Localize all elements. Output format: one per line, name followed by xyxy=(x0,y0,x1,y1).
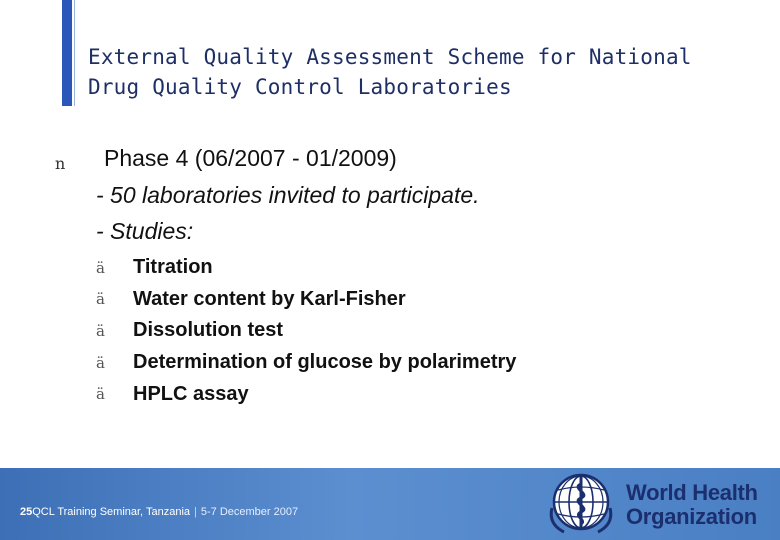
who-emblem-icon xyxy=(546,472,616,536)
sub-bullet-marker: ä xyxy=(96,290,105,309)
bullet-marker: n xyxy=(55,154,66,173)
study-label: Dissolution test xyxy=(133,319,284,342)
who-wordmark-line-1: World Health xyxy=(626,480,758,505)
sub-bullet-marker: ä xyxy=(96,258,105,277)
list-item xyxy=(96,347,516,379)
list-item xyxy=(96,378,516,410)
slide-title-line-2: Drug Quality Control Laboratories xyxy=(88,75,512,99)
studies-list xyxy=(96,252,516,410)
who-wordmark-line-2: Organization xyxy=(626,504,757,529)
seminar-dates: 5-7 December 2007 xyxy=(200,506,299,518)
accent-line xyxy=(74,0,75,106)
slide-title-line-1: External Quality Assessment Scheme for National xyxy=(88,45,692,69)
sub-bullet-marker: ä xyxy=(96,385,105,404)
list-item xyxy=(96,252,516,284)
sub-bullet-marker: ä xyxy=(96,353,105,372)
who-wordmark xyxy=(626,481,758,529)
study-label: HPLC assay xyxy=(133,382,249,405)
footer-caption xyxy=(20,506,298,518)
list-item xyxy=(96,284,516,316)
phase-heading: Phase 4 (06/2007 - 01/2009) xyxy=(104,145,397,171)
study-label: Determination of glucose by polarimetry xyxy=(133,351,517,374)
sub-bullet-marker: ä xyxy=(96,321,105,340)
study-label: Water content by Karl-Fisher xyxy=(133,287,406,310)
accent-bar xyxy=(62,0,72,106)
invited-line: - 50 laboratories invited to participate. xyxy=(96,182,480,208)
slide-title xyxy=(88,42,748,102)
studies-label: - Studies: xyxy=(96,218,194,244)
study-label: Titration xyxy=(133,256,213,279)
slide-number: 25 xyxy=(20,506,33,518)
footer-separator: | xyxy=(194,506,197,518)
list-item xyxy=(96,315,516,347)
seminar-label: QCL Training Seminar, Tanzania xyxy=(32,506,191,518)
